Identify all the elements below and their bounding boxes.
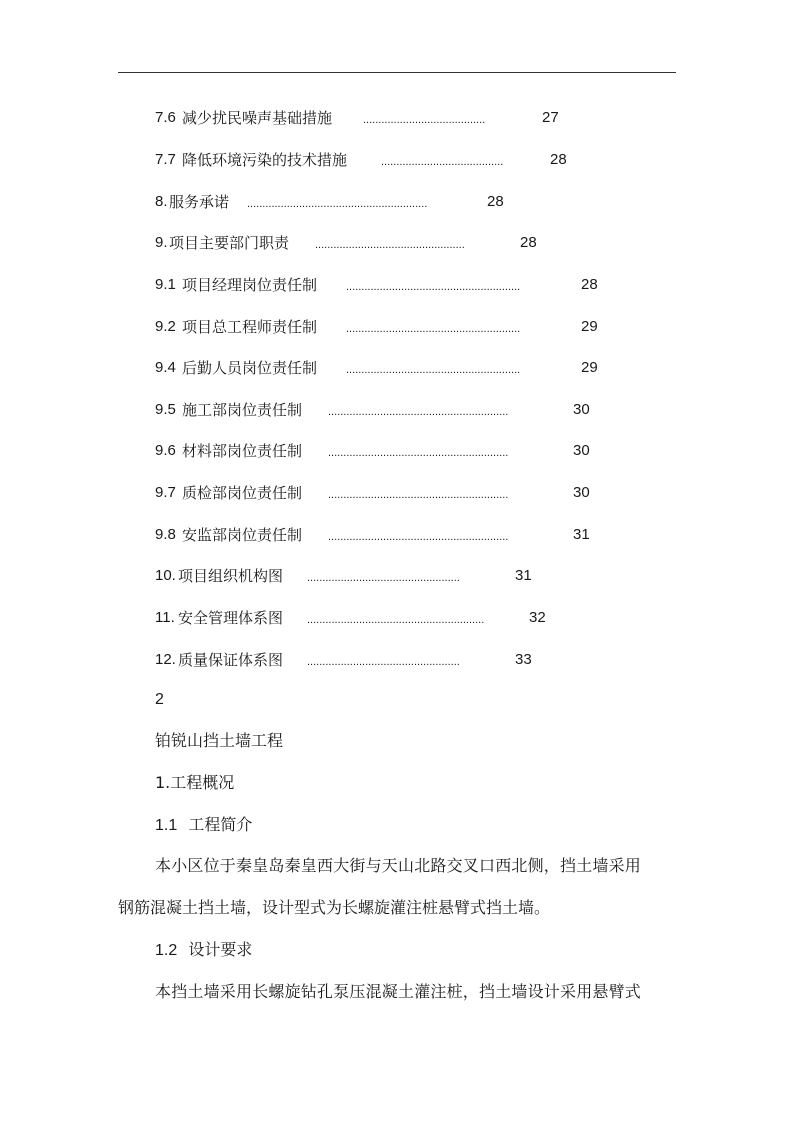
toc-entry (0, 190, 794, 214)
toc-entry-number: 10. (155, 567, 176, 584)
toc-entry (0, 606, 794, 630)
section-heading-1-2 (155, 938, 252, 963)
paragraph-line: 本挡土墙采用长螺旋钻孔泵压混凝土灌注桩，挡土墙设计采用悬臂式 (155, 982, 642, 1001)
toc-entry-page: 31 (515, 567, 532, 584)
toc-entry-number: 11. (155, 609, 175, 626)
toc-entry-number: 9.6 (155, 442, 176, 459)
toc-entry-title: 项目组织机构图 (178, 567, 284, 585)
toc-entry (0, 273, 794, 297)
toc-entry (0, 523, 794, 547)
toc-entry-title: 服务承诺 (169, 193, 230, 211)
section-number: 1.1 (155, 817, 178, 834)
toc-entry-title: 施工部岗位责任制 (182, 401, 303, 419)
toc-entry (0, 481, 794, 505)
toc-entry-number: 7.6 (155, 109, 176, 126)
toc-leader-dots: ......................................................... (346, 323, 521, 335)
toc-leader-dots: .................................................. (307, 572, 460, 584)
toc-entry-page: 29 (581, 318, 598, 335)
toc-entry-title: 材料部岗位责任制 (182, 442, 303, 460)
toc-entry (0, 648, 794, 672)
section-title: 工程简介 (188, 815, 253, 834)
toc-entry-number: 9.5 (155, 401, 176, 418)
toc-leader-dots: ......................................................... (346, 281, 521, 293)
toc-entry-page: 30 (573, 401, 590, 418)
toc-entry-page: 31 (573, 526, 590, 543)
toc-entry-page: 28 (487, 193, 504, 210)
toc-entry-page: 28 (520, 234, 537, 251)
project-title: 铂锐山挡土墙工程 (155, 731, 284, 750)
toc-leader-dots: ........................................................... (328, 531, 509, 543)
toc-leader-dots: ................................................. (315, 239, 465, 251)
toc-leader-dots: ........................................................... (247, 198, 428, 210)
toc-entry-title: 项目主要部门职责 (169, 234, 290, 252)
section-title: 设计要求 (188, 940, 253, 959)
toc-entry-title: 安监部岗位责任制 (182, 526, 303, 544)
paragraph-line: 本小区位于秦皇岛秦皇西大街与天山北路交叉口西北侧，挡土墙采用 (155, 856, 642, 875)
toc-leader-dots: .......................................................... (307, 614, 485, 626)
toc-entry (0, 231, 794, 255)
toc-entry-title: 安全管理体系图 (178, 609, 284, 627)
toc-entry-number: 9. (155, 234, 168, 251)
page-number: 2 (155, 691, 164, 708)
toc-entry-title: 质检部岗位责任制 (182, 484, 303, 502)
toc-entry-number: 9.1 (155, 276, 176, 293)
section-heading-1-1 (155, 813, 252, 838)
toc-entry-number: 7.7 (155, 151, 176, 168)
toc-entry (0, 356, 794, 380)
header-rule (118, 72, 676, 73)
toc-entry-page: 29 (581, 359, 598, 376)
toc-entry-title: 减少扰民噪声基础措施 (182, 109, 333, 127)
toc-leader-dots: ........................................................... (328, 406, 509, 418)
toc-entry (0, 564, 794, 588)
toc-leader-dots: ........................................................... (328, 489, 509, 501)
toc-entry-page: 30 (573, 484, 590, 501)
toc-entry-number: 9.4 (155, 359, 176, 376)
toc-entry-title: 降低环境污染的技术措施 (182, 151, 348, 169)
toc-entry-page: 28 (550, 151, 567, 168)
toc-entry-page: 27 (542, 109, 559, 126)
toc-entry-number: 8. (155, 193, 168, 210)
toc-entry-title: 项目总工程师责任制 (182, 318, 318, 336)
toc-entry-number: 9.8 (155, 526, 176, 543)
toc-entry-title: 项目经理岗位责任制 (182, 276, 318, 294)
toc-entry-title: 质量保证体系图 (178, 651, 284, 669)
toc-entry-number: 12. (155, 651, 176, 668)
toc-leader-dots: ......................................................... (346, 364, 521, 376)
toc-entry-page: 30 (573, 442, 590, 459)
toc-entry-number: 9.7 (155, 484, 176, 501)
toc-entry (0, 106, 794, 130)
toc-entry (0, 439, 794, 463)
toc-entry (0, 148, 794, 172)
toc-entry-page: 28 (581, 276, 598, 293)
section-number: 1.2 (155, 942, 178, 959)
paragraph-line: 钢筋混凝土挡土墙，设计型式为长螺旋灌注桩悬臂式挡土墙。 (118, 898, 551, 917)
toc-leader-dots: .................................................. (307, 656, 460, 668)
toc-leader-dots: ........................................ (381, 156, 504, 168)
toc-entry (0, 398, 794, 422)
section-heading-1: 1.工程概况 (155, 773, 235, 792)
toc-entry-number: 9.2 (155, 318, 176, 335)
toc-leader-dots: ........................................................... (328, 447, 509, 459)
toc-entry-page: 32 (529, 609, 546, 626)
toc-leader-dots: ........................................ (363, 114, 486, 126)
toc-entry-title: 后勤人员岗位责任制 (182, 359, 318, 377)
toc-entry-page: 33 (515, 651, 532, 668)
toc-entry (0, 315, 794, 339)
